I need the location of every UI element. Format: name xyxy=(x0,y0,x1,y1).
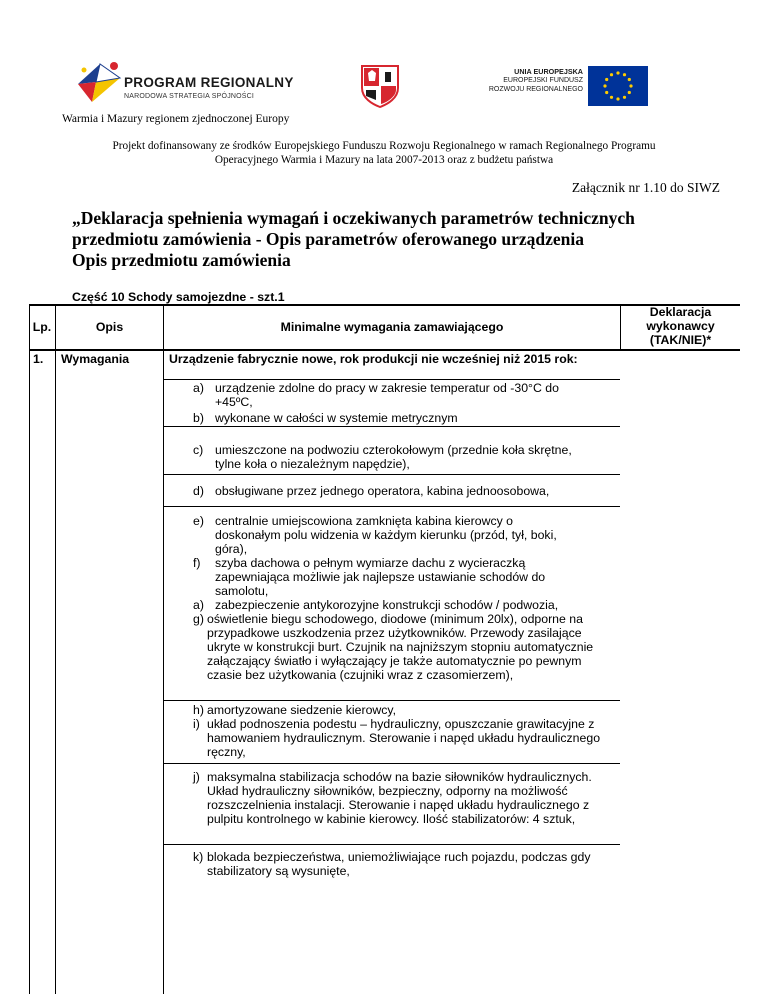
cell-sep-2 xyxy=(164,426,620,427)
program-subtitle: NARODOWA STRATEGIA SPÓJNOŚCI xyxy=(124,93,255,100)
project-line-1: Projekt dofinansowany ze środków Europejskiego Funduszu Rozwoju Regionalnego w ramach Regionalnego Programu xyxy=(112,140,656,152)
item-label: e) xyxy=(193,514,204,528)
coat-of-arms-icon xyxy=(360,64,400,108)
eu-line2: EUROPEJSKI FUNDUSZ xyxy=(503,77,583,84)
cell-sep-5 xyxy=(164,700,620,701)
item-label: i) xyxy=(193,717,200,731)
cell-sep-4 xyxy=(164,506,620,507)
item-text: blokada bezpieczeństwa, uniemożliwiające ruch pojazdu, podczas gdy stabilizatory są wysunięte, xyxy=(207,850,591,878)
motto: Warmia i Mazury regionem zjednoczonej Europy xyxy=(62,113,290,125)
eu-flag xyxy=(588,66,648,106)
header-opis: Opis xyxy=(95,320,124,334)
table-left-border xyxy=(29,304,30,994)
eu-fund-text xyxy=(468,67,583,94)
title-line-1: „Deklaracja spełnienia wymagań i oczekiwanych parametrów technicznych xyxy=(72,208,635,228)
item-label: a) xyxy=(193,381,204,395)
item-text: układ podnoszenia podestu – hydrauliczny, opuszczanie grawitacyjne z hamowaniem hydraulicznym. Sterowanie i napęd układu hydraulicznego ręczny, xyxy=(207,717,601,759)
warmia-mazury-coat-of-arms xyxy=(360,64,400,108)
col-sep-2 xyxy=(163,304,164,994)
item-text: amortyzowane siedzenie kierowcy, xyxy=(207,703,397,717)
header-declaration: Deklaracja wykonawcy (TAK/NIE)* xyxy=(646,305,715,347)
item-label: d) xyxy=(193,484,204,498)
item-text: obsługiwane przez jednego operatora, kabina jednoosobowa, xyxy=(215,484,550,498)
requirements-table xyxy=(29,304,740,994)
cell-sep-3 xyxy=(164,474,620,475)
row-name: Wymagania xyxy=(61,352,130,366)
item-text: centralnie umiejscowiona zamknięta kabina kierowcy o doskonałym polu widzenia w każdym kierunku (przód, tył, boki, góra), xyxy=(215,514,557,556)
item-text: szyba dachowa o pełnym wymiarze dachu z wycieraczką zapewniająca możliwie jak najlepsze ustawianie schodów do samolotu, xyxy=(215,556,546,598)
item-text: umieszczone na podwoziu czterokołowym (przednie koła skrętne, tylne koła o niezależnym napędzie), xyxy=(215,443,572,471)
row-intro: Urządzenie fabrycznie nowe, rok produkcji nie wcześniej niż 2015 rok: xyxy=(169,352,578,366)
title-line-2: przedmiotu zamówienia - Opis parametrów oferowanego urządzenia xyxy=(72,229,584,249)
eu-line1: UNIA EUROPEJSKA xyxy=(514,67,583,76)
item-text: wykonane w całości w systemie metrycznym xyxy=(215,411,458,425)
cell-sep-7 xyxy=(164,844,620,845)
item-label: f) xyxy=(193,556,201,570)
program-logo-emblem-icon xyxy=(74,58,122,106)
title-line-3: Opis przedmiotu zamówienia xyxy=(72,250,291,270)
cell-sep-1 xyxy=(164,379,620,380)
eu-flag-icon xyxy=(588,66,648,106)
col-sep-1 xyxy=(55,304,56,994)
item-label: g) xyxy=(193,612,204,626)
item-text: urządzenie zdolne do pracy w zakresie temperatur od -30°C do +45ºC, xyxy=(215,381,559,409)
cell-sep-6 xyxy=(164,763,620,764)
item-label: b) xyxy=(193,411,204,425)
header-min-requirements: Minimalne wymagania zamawiającego xyxy=(280,320,504,334)
header-bottom-border xyxy=(29,349,740,351)
header-lp: Lp. xyxy=(32,320,52,334)
item-text: oświetlenie biegu schodowego, diodowe (minimum 20lx), odporne na przypadkowe uszkodzenia przez użytkowników. Przewody zasilające ukryte w konstrukcji burt. Czujnik na najniższym stopniu automatycznie załączający światło i wyłączający je także automatycznie po pewnym czasie bez użytkowania (czujniki wraz z czasomierzem), xyxy=(207,612,594,682)
eu-line3: ROZWOJU REGIONALNEGO xyxy=(488,86,583,93)
item-label: j) xyxy=(193,770,200,784)
item-label: h) xyxy=(193,703,204,717)
project-line-2: Operacyjnego Warmia i Mazury na lata 2007-2013 oraz z budżetu państwa xyxy=(214,154,554,166)
item-label: a) xyxy=(193,598,204,612)
item-label: c) xyxy=(193,443,204,457)
row-number: 1. xyxy=(33,352,44,366)
document-title xyxy=(72,208,635,271)
item-text: maksymalna stabilizacja schodów na bazie siłowników hydraulicznych. Układ hydrauliczny siłowników, bezpieczny, odporny na możliwość rozszczelnienia instalacji. Sterowanie i napęd układu hydraulicznego z pulpitu kontrolnego w kabinie kierowcy. Ilość stabilizatorów: 4 sztuk, xyxy=(207,770,592,826)
program-regionalny-logo xyxy=(74,58,294,108)
program-title: PROGRAM REGIONALNY xyxy=(124,75,294,90)
item-label: k) xyxy=(193,850,204,864)
attachment-label: Załącznik nr 1.10 do SIWZ xyxy=(571,180,720,195)
part-label: Część 10 Schody samojezdne - szt.1 xyxy=(72,290,285,304)
item-text: zabezpieczenie antykorozyjne konstrukcji schodów / podwozia, xyxy=(215,598,559,612)
